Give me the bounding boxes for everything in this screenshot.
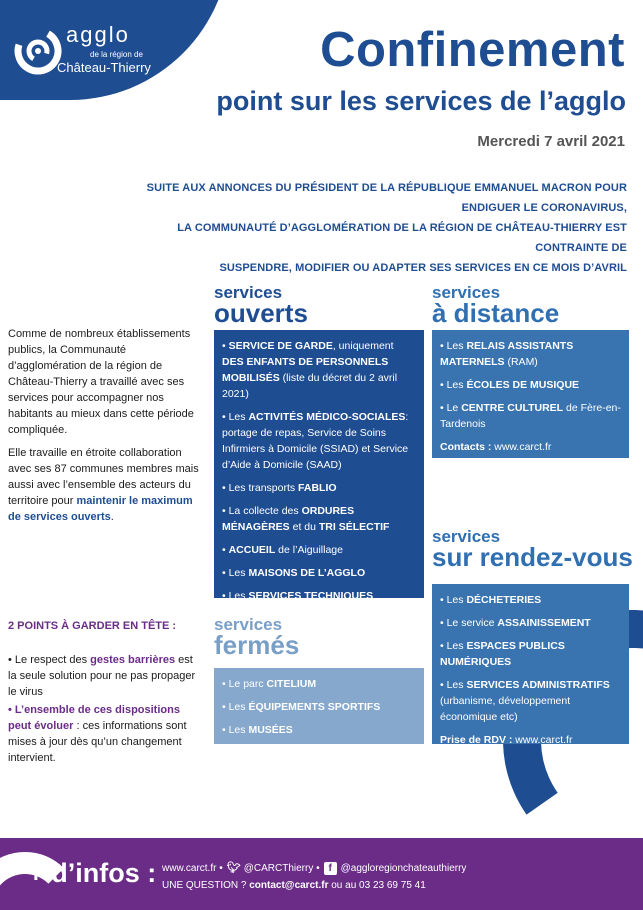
point-highlight: gestes barrières xyxy=(90,654,176,666)
item-text: • Le xyxy=(440,402,462,414)
points-list xyxy=(8,652,204,768)
contact-phone: ou au 03 23 69 75 41 xyxy=(328,880,426,891)
announcement xyxy=(107,178,627,278)
list-item xyxy=(440,377,621,393)
list-item xyxy=(222,722,416,738)
item-keyword: SERVICES TECHNIQUES xyxy=(248,590,374,602)
distance-box xyxy=(432,330,629,458)
contact-link[interactable]: www.carct.fr xyxy=(512,734,573,746)
point-highlight: • L’ensemble de ces dispositions peut évoluer xyxy=(8,704,180,732)
item-keyword: SERVICES ADMINISTRATIFS xyxy=(466,679,610,691)
item-text: • Les xyxy=(440,340,467,352)
list-item xyxy=(440,615,621,631)
list-item xyxy=(222,565,416,581)
point-text: • Le respect des xyxy=(8,654,91,666)
item-text: • Le service xyxy=(440,617,498,629)
section-title: à distance xyxy=(432,298,560,328)
point-item xyxy=(8,702,204,766)
intro-highlight: maintenir le maximum de services ouverts xyxy=(8,495,193,523)
twitter-link[interactable]: @CARCThierry • xyxy=(243,863,320,874)
list-item xyxy=(222,480,416,496)
section-label: services xyxy=(214,283,283,302)
intro-text xyxy=(8,326,204,532)
point-item xyxy=(8,652,204,700)
list-item xyxy=(222,676,416,692)
item-text: • Les xyxy=(222,724,249,736)
footer-title: + d’infos : xyxy=(28,858,157,888)
facebook-icon: f xyxy=(324,862,337,875)
item-keyword: ACCUEIL xyxy=(228,544,276,556)
announcement-line: SUSPENDRE, MODIFIER OU ADAPTER SES SERVICES EN CE MOIS D’AVRIL xyxy=(219,262,627,274)
ouverts-heading xyxy=(214,284,308,326)
question-label: UNE QUESTION ? xyxy=(162,880,247,891)
section-label: services xyxy=(214,615,283,634)
intro-text-part: Elle travaille en étroite collaboration avec ses 87 communes membres mais aussi avec l’ensemble des acteurs du territoire pour xyxy=(8,447,199,507)
list-item xyxy=(440,592,621,608)
item-text: • xyxy=(222,544,229,556)
fermes-box xyxy=(214,668,424,744)
item-text: • Les transports xyxy=(222,482,299,494)
point-text: : ces informations sont mises à jour dès qu’un changement intervient. xyxy=(8,720,187,764)
page-subtitle: point sur les services de l’agglo xyxy=(216,86,626,116)
footer-links xyxy=(162,862,466,875)
footer xyxy=(0,838,643,910)
list-item xyxy=(222,409,416,473)
list-item xyxy=(222,542,416,558)
item-keyword: FABLIO xyxy=(298,482,337,494)
announcement-line: SUITE AUX ANNONCES DU PRÉSIDENT DE LA RÉPUBLIQUE EMMANUEL MACRON POUR ENDIGUER LE CORONAVIRUS, xyxy=(146,182,627,214)
section-label: services xyxy=(432,527,501,546)
list-item xyxy=(440,400,621,432)
item-text: • Les xyxy=(222,701,249,713)
item-keyword: DÉCHETERIES xyxy=(466,594,542,606)
item-text: , uniquement xyxy=(332,340,394,352)
ouverts-box xyxy=(214,330,424,602)
publication-date: Mercredi 7 avril 2021 xyxy=(477,133,625,150)
logo-name: agglo xyxy=(66,22,130,47)
item-keyword: ASSAINISSEMENT xyxy=(497,617,591,629)
item-keyword: DES ENFANTS DE PERSONNELS MOBILISÉS xyxy=(222,356,389,384)
item-text: (urbanisme, développement économique etc) xyxy=(440,695,571,723)
contact-label: Contacts : xyxy=(440,441,492,453)
list-item xyxy=(440,677,621,725)
distance-heading xyxy=(432,284,559,326)
item-keyword: MUSÉES xyxy=(248,724,293,736)
item-keyword: ACTIVITÉS MÉDICO-SOCIALES xyxy=(248,411,406,423)
item-keyword: ESPACES PUBLICS NUMÉRIQUES xyxy=(440,640,565,668)
intro-text-part: . xyxy=(110,511,114,523)
item-text: : portage de repas, Service de Soins Infirmiers à Domicile (SSIAD) et Service d’Aide à Domicile (SAAD) xyxy=(222,411,409,471)
item-text: de Fère-en-Tardenois xyxy=(440,402,621,430)
logo-city: Château-Thierry xyxy=(57,60,151,75)
contact-email[interactable]: contact@carct.fr xyxy=(249,880,329,891)
logo-subtitle: de la région de xyxy=(90,50,143,59)
rdv-box xyxy=(432,584,629,744)
contact-line xyxy=(440,732,621,748)
item-text: • Les xyxy=(222,411,249,423)
contact-link[interactable]: www.carct.fr xyxy=(491,441,552,453)
website-link[interactable]: www.carct.fr • xyxy=(162,863,223,874)
twitter-icon: 🐦︎ xyxy=(226,862,241,874)
list-item xyxy=(440,638,621,670)
list-item xyxy=(440,338,621,370)
page-title: Confinement xyxy=(320,23,625,77)
intro-paragraph: Comme de nombreux établissements publics, la Communauté d’agglomération de la région de Château-Thierry a travaillé avec ses services pour accompagner nos habitants au mieux dans cette période compliquée. xyxy=(8,328,194,436)
item-keyword: CITELIUM xyxy=(266,678,317,690)
agglo-logo xyxy=(14,18,164,84)
item-text: • Les xyxy=(222,590,249,602)
item-text: • Les xyxy=(440,379,467,391)
intro-paragraph xyxy=(8,445,204,525)
item-keyword: CENTRE CULTUREL xyxy=(461,402,564,414)
section-label: services xyxy=(432,283,501,302)
item-text: de l’Aiguillage xyxy=(275,544,343,556)
list-item xyxy=(222,503,416,535)
list-item xyxy=(222,338,416,402)
item-keyword: MAISONS DE L’AGGLO xyxy=(248,567,366,579)
contact-label: Prise de RDV : xyxy=(440,734,513,746)
item-text: • Les xyxy=(440,594,467,606)
item-text: (RAM) xyxy=(504,356,538,368)
item-keyword: TRI SÉLECTIF xyxy=(318,521,390,533)
item-keyword: RELAIS ASSISTANTS MATERNELS xyxy=(440,340,574,368)
contact-line xyxy=(440,439,621,455)
list-item xyxy=(222,699,416,715)
item-keyword: ÉQUIPEMENTS SPORTIFS xyxy=(248,701,381,713)
section-title: ouverts xyxy=(214,298,308,328)
announcement-line: LA COMMUNAUTÉ D’AGGLOMÉRATION DE LA RÉGION DE CHÂTEAU-THIERRY EST CONTRAINTE DE xyxy=(177,222,627,254)
point-text: est la seule solution pour ne pas propager le virus xyxy=(8,654,196,698)
item-text: • xyxy=(222,340,229,352)
item-text: (liste du décret du 2 avril 2021) xyxy=(222,372,398,400)
footer-contact xyxy=(162,880,426,891)
item-text: • Les xyxy=(440,640,467,652)
section-title: sur rendez-vous xyxy=(432,542,633,572)
item-text: • Le parc xyxy=(222,678,267,690)
facebook-link[interactable]: @aggloregionchateauthierry xyxy=(340,863,467,874)
points-title: 2 POINTS À GARDER EN TÊTE : xyxy=(8,620,177,632)
item-keyword: ÉCOLES DE MUSIQUE xyxy=(466,379,580,391)
item-text: • Les xyxy=(222,567,249,579)
fermes-heading xyxy=(214,616,299,658)
list-item xyxy=(222,588,416,604)
section-title: fermés xyxy=(214,630,300,660)
rdv-heading xyxy=(432,528,633,570)
item-text: et du xyxy=(289,521,319,533)
item-keyword: SERVICE DE GARDE xyxy=(228,340,333,352)
item-text: • Les xyxy=(440,679,467,691)
item-text: • La collecte des xyxy=(222,505,302,517)
item-keyword: ORDURES MÉNAGÈRES xyxy=(222,505,355,533)
